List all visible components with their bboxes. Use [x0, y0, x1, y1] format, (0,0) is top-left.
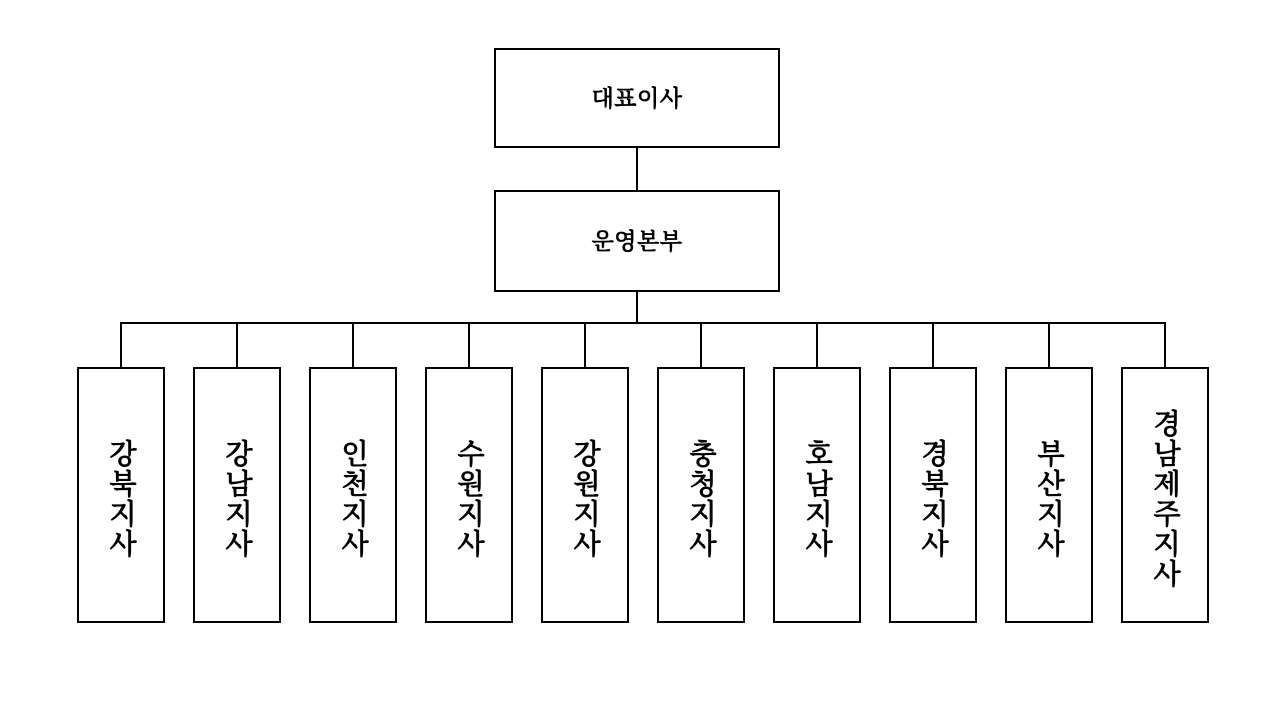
connector-drop-6: [700, 322, 702, 367]
connector-drop-7: [816, 322, 818, 367]
org-node-branch-gyeongnam-jeju[interactable]: 경남제주지사: [1121, 367, 1209, 623]
connector-branch-bus: [120, 322, 1164, 324]
connector-drop-8: [932, 322, 934, 367]
connector-drop-2: [236, 322, 238, 367]
connector-drop-4: [468, 322, 470, 367]
org-node-branch-gangbuk[interactable]: 강북지사: [77, 367, 165, 623]
org-node-branch-honam[interactable]: 호남지사: [773, 367, 861, 623]
org-node-ceo[interactable]: 대표이사: [494, 48, 780, 148]
connector-drop-10: [1164, 322, 1166, 367]
connector-drop-9: [1048, 322, 1050, 367]
connector-drop-3: [352, 322, 354, 367]
org-node-branch-gangnam[interactable]: 강남지사: [193, 367, 281, 623]
org-node-operations-hq[interactable]: 운영본부: [494, 190, 780, 292]
org-node-branch-gangwon[interactable]: 강원지사: [541, 367, 629, 623]
connector-operations-stem: [636, 292, 638, 323]
org-node-branch-suwon[interactable]: 수원지사: [425, 367, 513, 623]
org-node-branch-busan[interactable]: 부산지사: [1005, 367, 1093, 623]
org-node-branch-chungcheong[interactable]: 충청지사: [657, 367, 745, 623]
org-node-branch-incheon[interactable]: 인천지사: [309, 367, 397, 623]
org-node-branch-gyeongbuk[interactable]: 경북지사: [889, 367, 977, 623]
connector-ceo-to-operations: [636, 148, 638, 190]
connector-drop-1: [120, 322, 122, 367]
connector-drop-5: [584, 322, 586, 367]
